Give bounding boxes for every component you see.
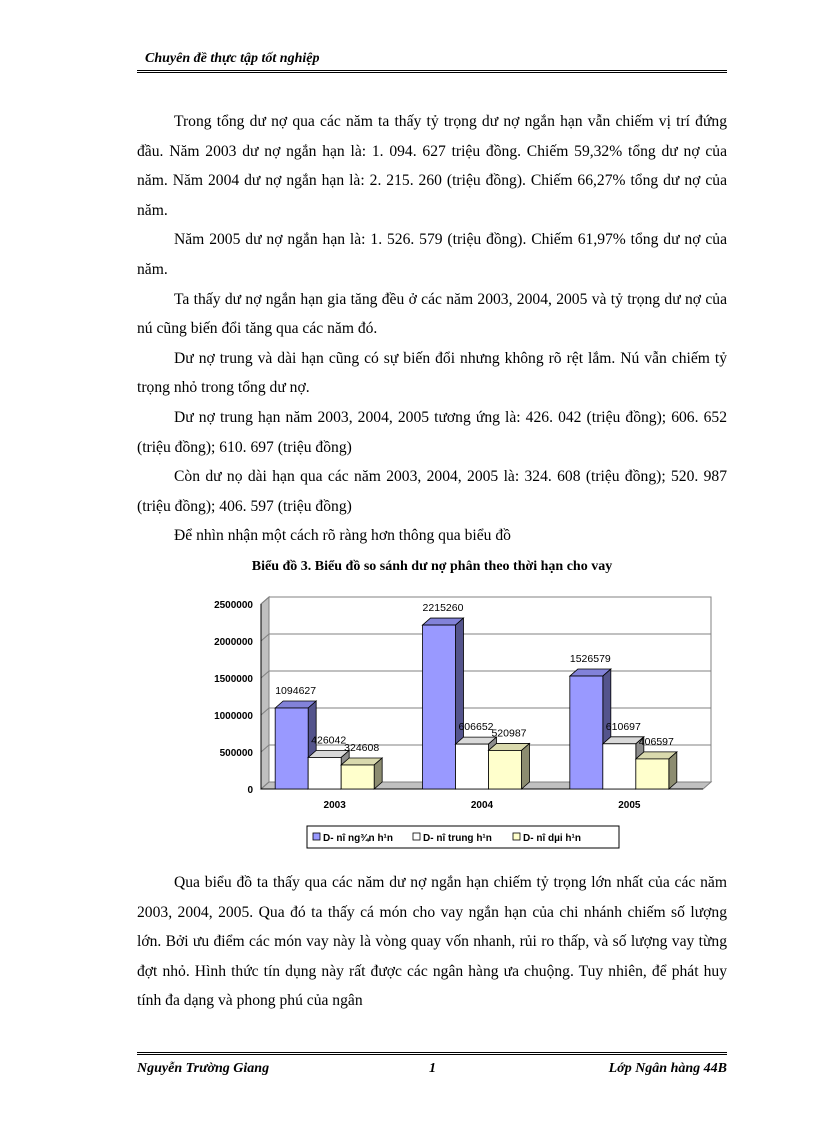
body-text-top (137, 107, 727, 551)
bar-chart (137, 583, 727, 858)
data-label: 406597 (638, 735, 674, 748)
bar (308, 757, 341, 789)
paragraph: Năm 2005 dư nợ ngắn hạn là: 1. 526. 579 (triệu đồng). Chiếm 61,97% tổng dư nợ của năm. (137, 231, 727, 278)
legend-swatch (513, 833, 520, 840)
y-tick-label: 0 (247, 785, 253, 796)
bar-side (522, 743, 530, 789)
data-label: 1094627 (275, 684, 317, 697)
paragraph: Qua biểu đồ ta thấy qua các năm dư nợ ngắn hạn chiếm tỷ trọng lớn nhất của các năm 2003, 2004, 2005. Qua đó ta thấy cá món cho vay ngắn hạn của chi nhánh chiếm số lượng lớn. Bởi ưu điểm các món vay này là vòng quay vốn nhanh, rủi ro thấp, và số lượng vay từng đợt nhỏ. Hình thức tín dụng này rất được các ngân hàng ưa chuộng. Tuy nhiên, để phát huy tính đa dạng và phong phú của ngân (137, 874, 727, 1010)
bar (636, 759, 669, 789)
paragraph: Để nhìn nhận một cách rõ ràng hơn thông qua biểu đồ (174, 527, 511, 545)
legend-label: D- nî dµi h¹n (523, 833, 581, 844)
footer-class: Lớp Ngân hàng 44B (608, 1061, 727, 1076)
paragraph: Trong tổng dư nợ qua các năm ta thấy tỷ trọng dư nợ ngắn hạn vẫn chiếm vị trí đứng đầu. Năm 2003 dư nợ ngắn hạn là: 1. 094. 627 triệu đồng. Chiếm 59,32% tổng dư nợ của năm. Năm 2004 dư nợ ngắn hạn là: 2. 215. 260 (triệu đồng). Chiếm 66,27% tổng dư nợ của năm. (137, 113, 727, 219)
paragraph: Còn dư nọ dài hạn qua các năm 2003, 2004, 2005 là: 324. 608 (triệu đồng); 520. 987 (triệu đồng); 406. 597 (triệu đồng) (137, 468, 727, 515)
bar (456, 744, 489, 789)
x-tick-label: 2003 (323, 800, 346, 811)
page-header (137, 46, 727, 73)
bar (423, 625, 456, 789)
y-tick-label: 1500000 (214, 674, 253, 685)
legend-label: D- nî trung h¹n (423, 833, 492, 844)
bar (603, 744, 636, 789)
data-label: 610697 (605, 720, 641, 733)
chart-title: Biểu đồ 3. Biểu đồ so sánh dư nợ phân theo thời hạn cho vay (251, 559, 613, 574)
bar-side (669, 752, 677, 789)
bar (570, 676, 603, 789)
data-label: 426042 (311, 734, 347, 747)
chart-side-wall (261, 597, 269, 789)
paragraph: Ta thấy dư nợ ngắn hạn gia tăng đều ở các năm 2003, 2004, 2005 và tỷ trọng dư nợ của nú cũng biến đổi tăng qua các năm đó. (137, 290, 727, 338)
legend-label: D- nî ng¾n h¹n (323, 833, 393, 844)
bar (275, 708, 308, 789)
page-footer (137, 1052, 727, 1085)
footer-author: Nguyễn Trường Giang (137, 1061, 270, 1076)
x-tick-label: 2004 (470, 800, 494, 811)
data-label: 2215260 (422, 602, 464, 615)
x-tick-label: 2005 (618, 800, 641, 811)
page-number: 1 (429, 1061, 436, 1076)
paragraph: Dư nợ trung hạn năm 2003, 2004, 2005 tương ứng là: 426. 042 (triệu đồng); 606. 652 (triệu đồng); 610. 697 (triệu đồng) (137, 408, 727, 456)
bar (489, 750, 522, 789)
y-tick-label: 500000 (219, 748, 253, 759)
paragraph: Dư nợ trung và dài hạn cũng có sự biến đổi nhưng không rõ rệt lắm. Nú vẫn chiếm tỷ trọng nhỏ trong tổng dư nợ. (137, 349, 727, 397)
header-title: Chuyên đề thực tập tốt nghiệp (145, 51, 320, 66)
data-label: 606652 (458, 721, 494, 734)
data-label: 324608 (344, 741, 380, 754)
data-label: 1526579 (569, 653, 611, 666)
data-label: 520987 (491, 727, 527, 740)
legend-swatch (313, 833, 320, 840)
legend-swatch (413, 833, 420, 840)
body-text-bottom (137, 868, 727, 1016)
y-tick-label: 2500000 (214, 600, 253, 611)
y-tick-label: 2000000 (214, 637, 253, 648)
bar (341, 765, 374, 789)
y-tick-label: 1000000 (214, 711, 253, 722)
